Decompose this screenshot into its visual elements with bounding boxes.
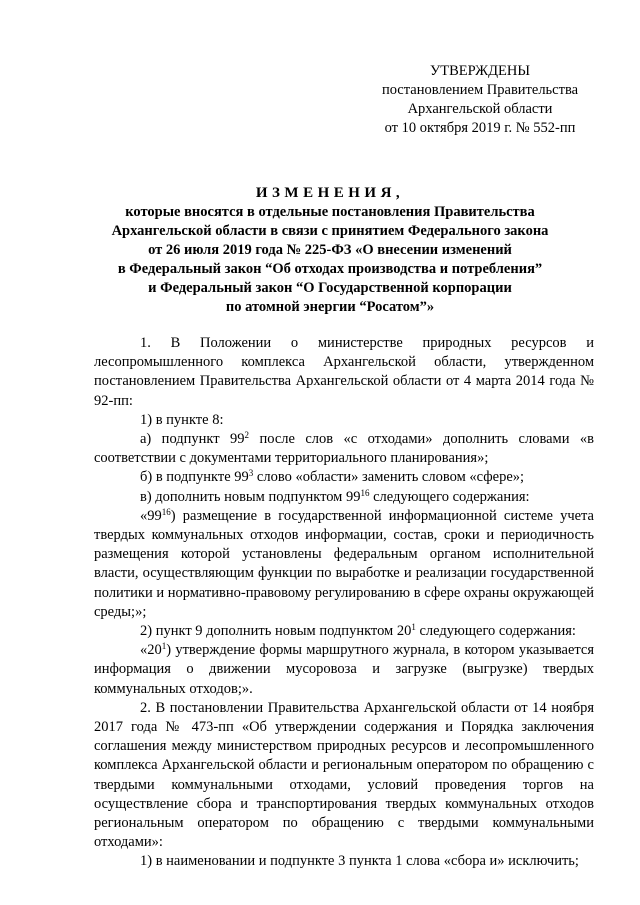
- title-line: Архангельской области в связи с принятием Федерального закона: [111, 223, 549, 239]
- title-heading: ИЗМЕНЕНИЯ,: [255, 185, 405, 201]
- paragraph: б) в подпункте $99^3$ слово «области» заменить словом «сфере»;: [140, 468, 525, 486]
- paragraph: 1. В Положении о министерстве природных ресурсов и лесопромышленного комплекса Архангельской области, утвержденном постановлением Правительства Архангельской области от 4 марта 2014 года № 92-пп:: [94, 335, 594, 409]
- approval-line: постановлением Правительства: [381, 82, 579, 98]
- title-line: по атомной энергии “Росатом”»: [225, 299, 435, 315]
- paragraph: а) подпункт $99^2$ после слов «с отходами» дополнить словами «в соответствии с документами территориального планирования»;: [94, 430, 594, 467]
- paragraph: «$99^{16}$) размещение в государственной информационной системе учета твердых коммунальных отходов информации, состав, сроки и периодичность размещения которой установлены федеральным органом исполнительной власти, осуществляющим функции по выработке и реализации государственной политики и нормативно-правовому регулированию в сфере охраны окружающей среды;»;: [94, 506, 594, 620]
- paragraph: «$20^1$) утверждение формы маршрутного журнала, в котором указывается информация о движении мусоровоза и загрузке (выгрузке) твердых коммунальных отходов;».: [94, 641, 594, 697]
- approval-stamp: [360, 62, 600, 138]
- paragraph: 2) пункт 9 дополнить новым подпунктом $20^1$ следующего содержания:: [140, 622, 576, 640]
- title-line: от 26 июля 2019 года № 225-ФЗ «О внесении изменений: [148, 242, 512, 258]
- title-line: и Федеральный закон “О Государственной корпорации: [148, 280, 512, 296]
- document-title: [70, 183, 590, 317]
- title-line: которые вносятся в отдельные постановления Правительства: [125, 204, 535, 220]
- document-body: [94, 334, 594, 872]
- paragraph: 1) в наименовании и подпункте 3 пункта 1 слова «сбора и» исключить;: [140, 853, 579, 870]
- approval-date: от 10 октября 2019 г. № 552-пп: [384, 120, 576, 136]
- approval-heading: УТВЕРЖДЕНЫ: [429, 63, 531, 79]
- approval-line: Архангельской области: [407, 101, 553, 117]
- paragraph: 2. В постановлении Правительства Архангельской области от 14 ноября 2017 года № 473-пп «Об утверждении содержания и Порядка заключения соглашения между министерством природных ресурсов и лесопромышленного комплекса Архангельской области и региональным оператором по обращению с твердыми коммунальными отходами, условий проведения торгов на осуществление сбора и транспортирования твердых коммунальных отходов региональным оператором по обращению с твердыми коммунальными отходами»:: [94, 699, 594, 851]
- title-line: в Федеральный закон “Об отходах производства и потребления”: [117, 261, 543, 277]
- paragraph: в) дополнить новым подпунктом $99^{16}$ следующего содержания:: [140, 487, 530, 505]
- paragraph: 1) в пункте 8:: [140, 411, 224, 428]
